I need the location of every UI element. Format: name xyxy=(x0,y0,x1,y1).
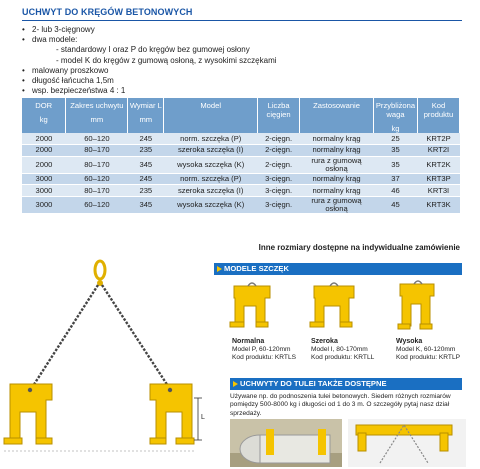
models-section-header: MODELE SZCZĘK xyxy=(214,263,462,275)
cell-usage: rura z gumową osłoną xyxy=(300,196,374,213)
cell-legs: 3-cięgn. xyxy=(258,196,300,213)
feature-item: • długość łańcucha 1,5m xyxy=(22,76,114,86)
table-body xyxy=(22,133,460,213)
cell-model: wysoka szczęka (K) xyxy=(164,196,258,213)
spec-table xyxy=(22,98,460,214)
cell-dor: 2000 xyxy=(22,133,66,145)
header-model: Model xyxy=(164,98,258,133)
beam-leg-icon xyxy=(358,433,366,451)
dimension-label: L xyxy=(201,414,205,421)
cell-dim: 235 xyxy=(128,145,164,157)
cell-range: 80–170 xyxy=(66,185,128,197)
cell-code: KRT3K xyxy=(417,196,459,213)
cell-usage: rura z gumową osłoną xyxy=(300,156,374,173)
cell-model: szeroka szczęka (I) xyxy=(164,145,258,157)
cell-code: KRT2I xyxy=(417,145,459,157)
cell-usage: normalny krąg xyxy=(300,185,374,197)
page-title: UCHWYT DO KRĘGÓW BETONOWYCH xyxy=(22,7,193,17)
feature-list xyxy=(22,25,277,96)
header-usage: Zastosowanie xyxy=(300,98,374,133)
cell-dim: 245 xyxy=(128,133,164,145)
bullet-icon: • xyxy=(22,25,25,34)
pipe-section-text: Używane np. do podnoszenia tulei betonowych. Siedem różnych rozmiarów pomiędzy 500-8000 kg i długości od 1 do 3 m. O szczegóły pytaj nasz dział sprzedaży. xyxy=(230,393,451,417)
cell-dor: 3000 xyxy=(22,196,66,213)
model-high-caption: Wysoka Model K, 60-120mm Kod produktu: KRTLP xyxy=(396,338,461,361)
chain-leg-left xyxy=(33,285,98,386)
cell-weight: 45 xyxy=(373,196,417,213)
master-link-icon xyxy=(95,261,105,279)
table-row xyxy=(22,185,460,197)
cell-dim: 235 xyxy=(128,185,164,197)
jaw-wide-icon xyxy=(310,283,354,327)
cell-usage: normalny krąg xyxy=(300,173,374,185)
table-row xyxy=(22,145,460,157)
cell-range: 80–170 xyxy=(66,145,128,157)
cell-legs: 2-cięgn. xyxy=(258,145,300,157)
bullet-icon: • xyxy=(22,86,25,96)
pipe-section-header: UCHWYTY DO TULEI TAKŻE DOSTĘPNE xyxy=(230,378,462,390)
cell-weight: 35 xyxy=(373,156,417,173)
cell-code: KRT2P xyxy=(417,133,459,145)
pipe-clamp-photos xyxy=(230,419,466,467)
table-row xyxy=(22,156,460,173)
custom-order-note: Inne rozmiary dostępne na indywidualne zamówienie xyxy=(258,243,460,252)
bullet-icon: • xyxy=(22,65,25,75)
model-wide-caption: Szeroka Model I, 80-170mm Kod produktu: KRTLL xyxy=(311,338,375,361)
cell-range: 60–120 xyxy=(66,133,128,145)
bullet-icon: • xyxy=(22,35,25,45)
feature-item: • dwa modele: xyxy=(22,35,78,45)
pipe-beam-icon xyxy=(356,425,452,435)
clamp-right-icon xyxy=(150,384,194,444)
feature-item: • wsp. bezpieczeństwa 4 : 1 xyxy=(22,86,126,96)
bullet-icon: • xyxy=(22,76,25,86)
feature-item: • 2- lub 3-cięgnowy xyxy=(22,25,95,34)
cell-dor: 3000 xyxy=(22,185,66,197)
cell-usage: normalny krąg xyxy=(300,145,374,157)
cell-legs: 2-cięgn. xyxy=(258,133,300,145)
cell-dim: 245 xyxy=(128,173,164,185)
jaw-high-icon xyxy=(398,281,434,329)
cell-weight: 35 xyxy=(373,145,417,157)
table-row xyxy=(22,173,460,185)
header-code: Kod produktu xyxy=(417,98,459,133)
model-normal-caption: Normalna Model P, 60-120mm Kod produktu: KRTLS xyxy=(232,338,297,361)
feature-item: • malowany proszkowo xyxy=(22,65,109,75)
cell-model: szeroka szczęka (I) xyxy=(164,185,258,197)
cell-model: norm. szczęka (P) xyxy=(164,173,258,185)
title-rule xyxy=(22,20,462,21)
cell-dor: 2000 xyxy=(22,156,66,173)
cell-legs: 3-cięgn. xyxy=(258,185,300,197)
cell-dor: 2000 xyxy=(22,145,66,157)
cell-code: KRT3P xyxy=(417,173,459,185)
table-header-row xyxy=(22,98,460,133)
cell-range: 80–170 xyxy=(66,156,128,173)
cell-range: 60–120 xyxy=(66,196,128,213)
feature-subitem: - standardowy I oraz P do kręgów bez gumowej osłony xyxy=(56,45,250,55)
table-row xyxy=(22,133,460,145)
header-dor: DOR kg xyxy=(22,98,66,133)
cell-legs: 2-cięgn. xyxy=(258,156,300,173)
cell-dim: 345 xyxy=(128,196,164,213)
jaw-models-images xyxy=(222,280,462,330)
header-dim: Wymiar L mm xyxy=(128,98,164,133)
cell-usage: normalny krąg xyxy=(300,133,374,145)
pipe-clamp-icon xyxy=(318,429,326,455)
clamp-left-icon xyxy=(4,384,52,444)
cell-model: wysoka szczęka (K) xyxy=(164,156,258,173)
cell-model: norm. szczęka (P) xyxy=(164,133,258,145)
cell-dor: 3000 xyxy=(22,173,66,185)
cell-weight: 37 xyxy=(373,173,417,185)
feature-subitem: - model K do kręgów z gumową osłoną, z wysokimi szczękami xyxy=(56,55,277,65)
sling-diagram xyxy=(0,258,225,469)
jaw-normal-icon xyxy=(230,283,270,327)
pipe-clamp-icon xyxy=(266,429,274,455)
header-legs: Liczba cięgien xyxy=(258,98,300,133)
cell-dim: 345 xyxy=(128,156,164,173)
header-range: Zakres uchwytu mm xyxy=(66,98,128,133)
cell-weight: 46 xyxy=(373,185,417,197)
beam-leg-icon xyxy=(440,433,448,451)
header-weight: Przybliżona waga kg xyxy=(373,98,417,133)
cell-weight: 25 xyxy=(373,133,417,145)
cell-code: KRT2K xyxy=(417,156,459,173)
cell-legs: 3-cięgn. xyxy=(258,173,300,185)
cell-range: 60–120 xyxy=(66,173,128,185)
cell-code: KRT3I xyxy=(417,185,459,197)
table-row xyxy=(22,196,460,213)
chain-leg-right xyxy=(102,285,168,386)
